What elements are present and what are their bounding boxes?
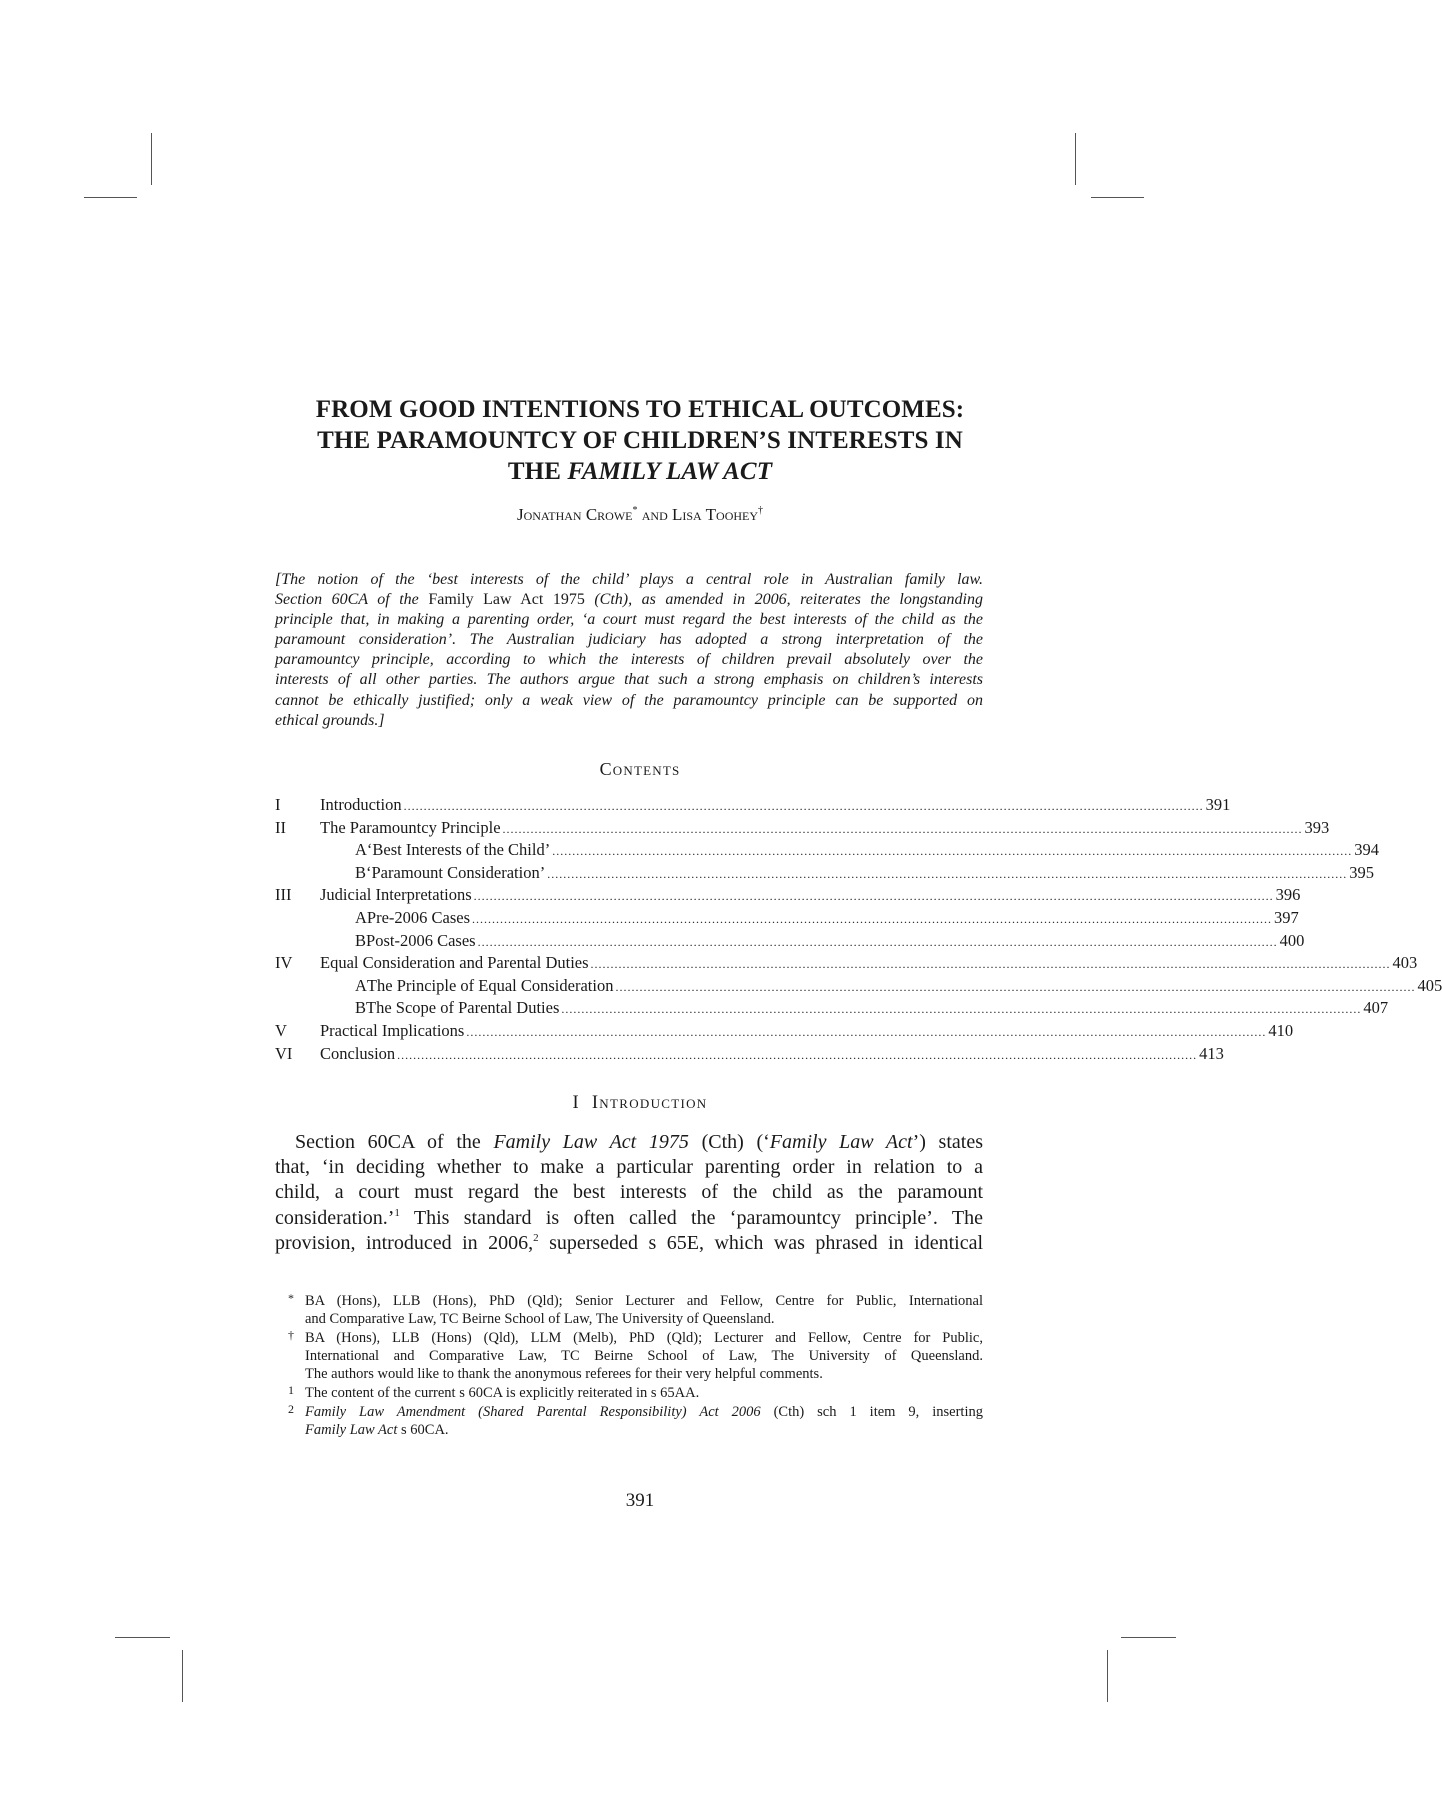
toc-entry[interactable] [275,817,1330,841]
footnote-line: and Comparative Law, TC Beirne School of Law, The University of Queensland. [305,1311,775,1327]
toc-entry-body [355,907,1299,928]
toc-page-number: 394 [1354,840,1379,860]
footnote-ref-2[interactable]: 2 [533,1231,539,1244]
title-line-3 [250,456,1030,487]
toc-entry-title: Judicial Interpretations [320,885,472,905]
footnote-ref-1[interactable]: 1 [394,1206,400,1219]
footnote-line: International and Comparative Law, TC Beirne School of Law, The University of Queensland. [305,1348,983,1364]
footnote-line [305,1403,983,1421]
toc-entry-title: Equal Consideration and Parental Duties [320,953,589,973]
toc-page-number: 393 [1304,817,1330,837]
abstract-line [275,590,983,610]
toc-entry[interactable] [275,998,1389,1021]
toc-part-numeral: IV [275,953,293,973]
crop-mark-top-right-horizontal [1091,197,1144,198]
body-line: that, ‘in deciding whether to make a particular parenting order in relation to a [275,1156,983,1179]
toc-entry-title: The Principle of Equal Consideration [366,975,614,995]
toc-leader-dots: ........................................................................................................................................................................................................ [561,1002,1362,1017]
crop-mark-bottom-left-horizontal [115,1637,170,1638]
body-act-short-name: Family Law Act [769,1131,913,1153]
toc-leader-dots: ........................................................................................................................................................................................................ [403,799,1204,813]
toc-entry[interactable] [275,862,1374,886]
toc-entry-body [320,817,1330,838]
toc-subsection-letter: B [355,930,367,950]
title-act-name: FAMILY LAW ACT [567,458,773,485]
toc-page-number: 396 [1275,885,1301,905]
toc-part-numeral: VI [275,1043,293,1063]
body-text: provision, introduced in 2006, [275,1231,534,1254]
toc-leader-dots: ........................................................................................................................................................................................................ [466,1024,1267,1039]
page-number: 391 [625,1490,655,1511]
footnote-mark: * [288,1291,294,1305]
abstract-text: (Cth), as amended in 2006, reiterates the longstanding [584,591,983,609]
toc-leader-dots: ........................................................................................................................................................................................................ [473,889,1274,904]
toc-leader-dots: ........................................................................................................................................................................................................ [477,934,1278,949]
body-line [275,1231,983,1256]
toc-entry-title: Conclusion [320,1043,396,1063]
footnotes [275,1292,983,1440]
abstract-act-name: Family Law Act 1975 [428,591,585,609]
abstract-line: interests of all other parties. The authors argue that such a strong emphasis on children’s interests [275,671,983,689]
toc-entry-body [355,840,1379,860]
article-title [250,394,1030,487]
footnote-2 [275,1403,983,1439]
toc-entry-title: The Scope of Parental Duties [366,998,560,1018]
author-1-footnote-mark[interactable]: * [632,505,638,516]
contents-heading: Contents [599,759,681,779]
toc-page-number: 407 [1363,998,1389,1018]
toc-entry-title: Practical Implications [320,1020,465,1040]
footnote-act-name: Family Law Act [305,1422,398,1438]
toc-entry[interactable] [275,953,1418,976]
toc-leader-dots: ........................................................................................................................................................................................................ [615,979,1416,994]
footnote-act-name: Family Law Amendment (Shared Parental Responsibility) Act 2006 [305,1404,761,1420]
toc-entry-title: ‘Paramount Consideration’ [366,862,546,882]
toc-entry-body [355,998,1389,1018]
body-text: (Cth) (‘ [688,1131,770,1153]
footnote-line: BA (Hons), LLB (Hons) (Qld), LLM (Melb), PhD (Qld); Lecturer and Fellow, Centre for Public, [305,1330,983,1346]
abstract [275,570,983,731]
toc-subsection-letter: A [355,840,367,860]
toc-entry-title: Introduction [320,795,402,814]
toc-entry[interactable] [275,907,1299,931]
toc-entry-body [320,1043,1224,1064]
author-1: Jonathan Crowe [516,505,633,524]
toc-page-number: 391 [1205,795,1231,814]
toc-part-numeral: III [275,885,292,905]
toc-leader-dots: ........................................................................................................................................................................................................ [547,866,1348,881]
toc-leader-dots: ........................................................................................................................................................................................................ [502,821,1303,836]
footnote-mark: † [288,1328,294,1342]
footnote-line: The content of the current s 60CA is explicitly reiterated in s 65AA. [305,1385,700,1401]
crop-mark-top-left-vertical [151,133,152,185]
toc-subsection-letter: B [355,862,367,882]
toc-subsection-letter: A [355,975,367,995]
footnote-mark: 2 [288,1402,294,1416]
toc-page-number: 395 [1349,862,1374,882]
toc-page-number: 403 [1392,953,1418,973]
body-paragraph [275,1130,983,1256]
crop-mark-bottom-right-vertical [1107,1650,1108,1702]
toc-entry[interactable] [275,840,1379,863]
toc-part-numeral: II [275,817,286,837]
toc-entry[interactable] [275,795,1231,818]
toc-entry-body [355,862,1374,883]
toc-entry-body [320,885,1301,905]
toc-entry-body [320,795,1231,815]
footnote-text: (Cth) sch 1 item 9, inserting [760,1404,983,1420]
toc-leader-dots: ........................................................................................................................................................................................................ [590,957,1391,972]
toc-leader-dots: ........................................................................................................................................................................................................ [552,844,1353,859]
toc-entry-body [355,975,1442,996]
body-act-name: Family Law Act 1975 [493,1131,689,1153]
abstract-text: Section 60CA of the [275,591,429,609]
abstract-line: paramountcy principle, according to which the interests of children prevail absolutely over the [275,651,983,669]
section-numeral: I [572,1093,580,1113]
author-2: Lisa Toohey [671,505,759,524]
toc-subsection-letter: A [355,907,367,927]
title-line-3-prefix: THE [507,458,568,485]
toc-entry[interactable] [275,1043,1224,1067]
body-text: Section 60CA of the [295,1131,494,1153]
abstract-line: principle that, in making a parenting order, ‘a court must regard the best interests of the child as the [275,611,983,629]
author-2-footnote-mark[interactable]: † [758,505,764,516]
toc-entry-title: ‘Best Interests of the Child’ [366,840,551,860]
author-conjunction: and [637,505,672,524]
crop-mark-bottom-right-horizontal [1121,1637,1176,1638]
toc-page-number: 400 [1279,930,1305,950]
body-line [275,1206,983,1231]
footnote-mark: 1 [288,1383,294,1397]
abstract-line: ethical grounds.] [275,711,385,729]
toc-subsection-letter: B [355,998,367,1018]
toc-entry-body [320,953,1418,973]
section-heading [250,1093,1030,1114]
table-of-contents [275,795,1442,1066]
toc-leader-dots: ........................................................................................................................................................................................................ [397,1047,1198,1062]
title-line-1: FROM GOOD INTENTIONS TO ETHICAL OUTCOMES: [315,396,965,423]
toc-entry[interactable] [275,1020,1294,1044]
footnote-1 [275,1384,983,1402]
body-text: consideration.’ [275,1206,395,1229]
toc-part-numeral: V [275,1020,287,1040]
body-line: child, a court must regard the best interests of the child as the paramount [275,1181,983,1204]
toc-entry-body [320,1020,1294,1041]
toc-leader-dots: ........................................................................................................................................................................................................ [472,911,1273,926]
footnote-text: s 60CA. [397,1422,449,1438]
crop-mark-bottom-left-vertical [182,1650,183,1702]
body-text: This standard is often called the ‘paramountcy principle’. The [399,1206,983,1229]
footnote-author-2 [275,1329,983,1383]
toc-entry[interactable] [275,930,1305,954]
title-line-2: THE PARAMOUNTCY OF CHILDREN’S INTERESTS IN [317,427,963,454]
toc-entry-body [355,930,1305,951]
toc-page-number: 413 [1199,1043,1224,1063]
body-text: superseded s 65E, which was phrased in identical [538,1231,984,1254]
footnote-line: The authors would like to thank the anonymous referees for their very helpful comments. [305,1366,823,1382]
crop-mark-top-left-horizontal [84,197,137,198]
section-title: Introduction [591,1093,708,1113]
toc-part-numeral: I [275,795,281,814]
toc-page-number: 397 [1274,907,1299,927]
abstract-line: paramount consideration’. The Australian judiciary has adopted a strong interpretation of the [275,631,983,649]
footnote-line [305,1421,983,1439]
author-line [250,505,1030,525]
toc-entry-title: Pre-2006 Cases [366,907,471,927]
toc-page-number: 405 [1417,975,1442,995]
footnote-line: BA (Hons), LLB (Hons), PhD (Qld); Senior Lecturer and Fellow, Centre for Public, International [305,1293,983,1309]
toc-entry[interactable] [275,975,1442,999]
crop-mark-top-right-vertical [1075,133,1076,185]
toc-entry-title: Post-2006 Cases [366,930,476,950]
footnote-author-1 [275,1292,983,1328]
toc-page-number: 410 [1268,1020,1294,1040]
body-line [275,1130,983,1155]
toc-entry-title: The Paramountcy Principle [320,817,501,837]
abstract-line: cannot be ethically justified; only a weak view of the paramountcy principle can be supported on [275,691,983,709]
abstract-line: [The notion of the ‘best interests of the child’ plays a central role in Australian family law. [275,571,983,588]
body-text: ’) states [912,1131,983,1153]
toc-entry[interactable] [275,885,1301,908]
